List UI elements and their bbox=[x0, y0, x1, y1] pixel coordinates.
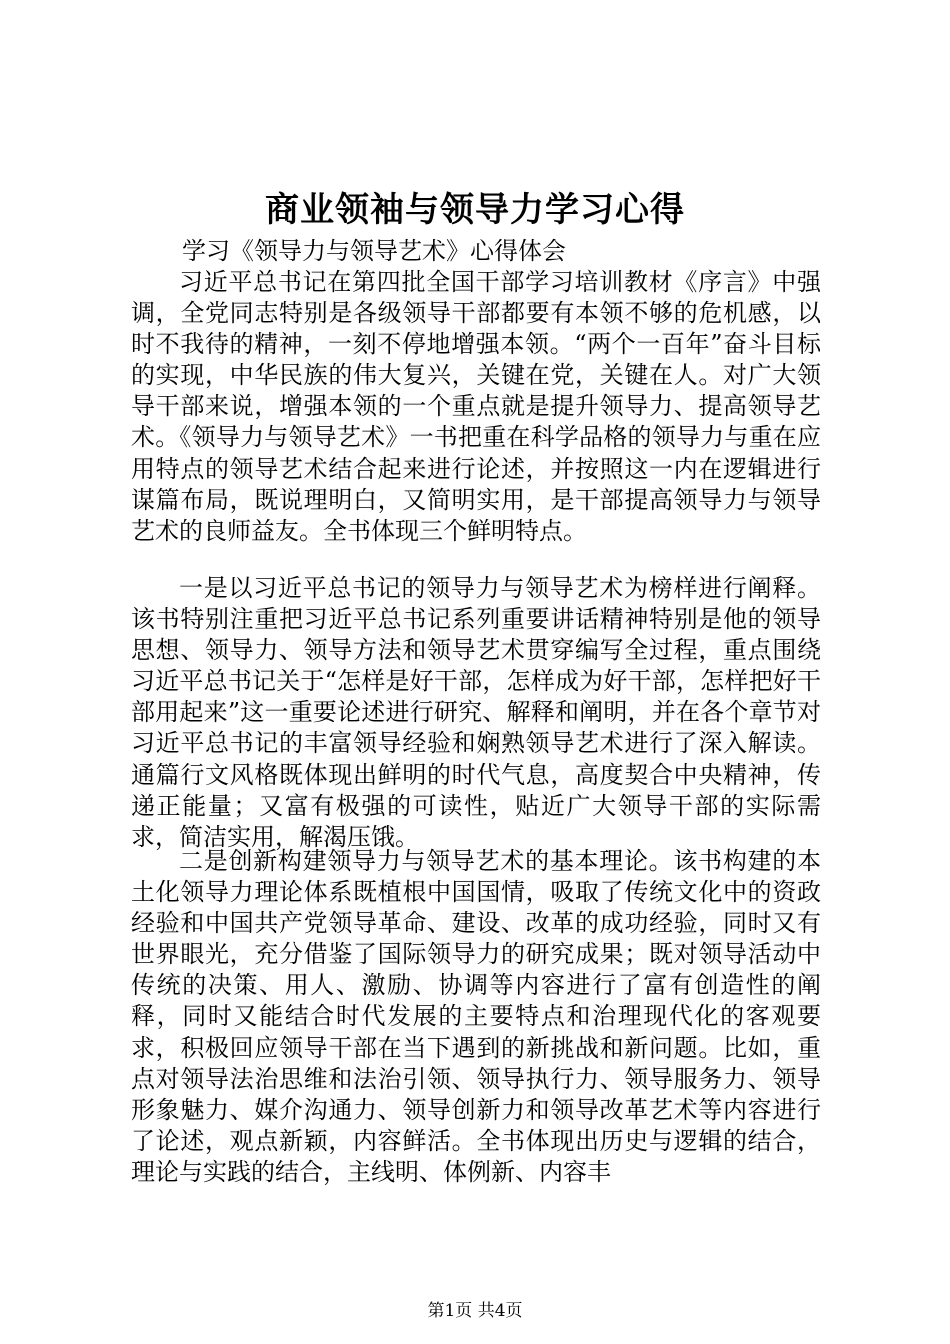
paragraph-2-block bbox=[131, 573, 821, 853]
paragraph: 一是以习近平总书记的领导力与领导艺术为榜样进行阐释。该书特别注重把习近平总书记系列重要讲话精神特别是他的领导思想、领导力、领导方法和领导艺术贯穿编写全过程，重点围绕习近平总书记关于“怎样是好干部，怎样成为好干部，怎样把好干部用起来”这一重要论述进行研究、解释和阐明，并在各个章节对习近平总书记的丰富领导经验和娴熟领导艺术进行了深入解读。通篇行文风格既体现出鲜明的时代气息，高度契合中央精神，传递正能量；又富有极强的可读性，贴近广大领导干部的实际需求，简洁实用，解渴压饿。 bbox=[131, 574, 821, 851]
paragraph-1-block bbox=[131, 267, 821, 547]
paragraph: 习近平总书记在第四批全国干部学习培训教材《序言》中强调，全党同志特别是各级领导干部都要有本领不够的危机感，以时不我待的精神，一刻不停地增强本领。“两个一百年”奋斗目标的实现，中华民族的伟大复兴，关键在党，关键在人。对广大领导干部来说，增强本领的一个重点就是提升领导力、提高领导艺术。《领导力与领导艺术》一书把重在科学品格的领导力与重在应用特点的领导艺术结合起来进行论述，并按照这一内在逻辑进行谋篇布局，既说理明白，又简明实用，是干部提高领导力与领导艺术的良师益友。全书体现三个鲜明特点。 bbox=[131, 268, 821, 545]
document-subtitle: 学习《领导力与领导艺术》心得体会 bbox=[182, 237, 566, 265]
document-title: 商业领袖与领导力学习心得 bbox=[265, 190, 685, 230]
paragraph: 二是创新构建领导力与领导艺术的基本理论。该书构建的本土化领导力理论体系既植根中国国情，吸取了传统文化中的资政经验和中国共产党领导革命、建设、改革的成功经验，同时又有世界眼光，充分借鉴了国际领导力的研究成果；既对领导活动中传统的决策、用人、激励、协调等内容进行了富有创造性的阐释，同时又能结合时代发展的主要特点和治理现代化的客观要求，积极回应领导干部在当下遇到的新挑战和新问题。比如，重点对领导法治思维和法治引领、领导执行力、领导服务力、领导形象魅力、媒介沟通力、领导创新力和领导改革艺术等内容进行了论述，观点新颖，内容鲜活。全书体现出历史与逻辑的结合，理论与实践的结合，主线明、体例新、内容丰 bbox=[131, 847, 821, 1186]
page-footer: 第1页 共4页 bbox=[427, 1301, 523, 1321]
paragraph-3-block bbox=[131, 846, 821, 1188]
